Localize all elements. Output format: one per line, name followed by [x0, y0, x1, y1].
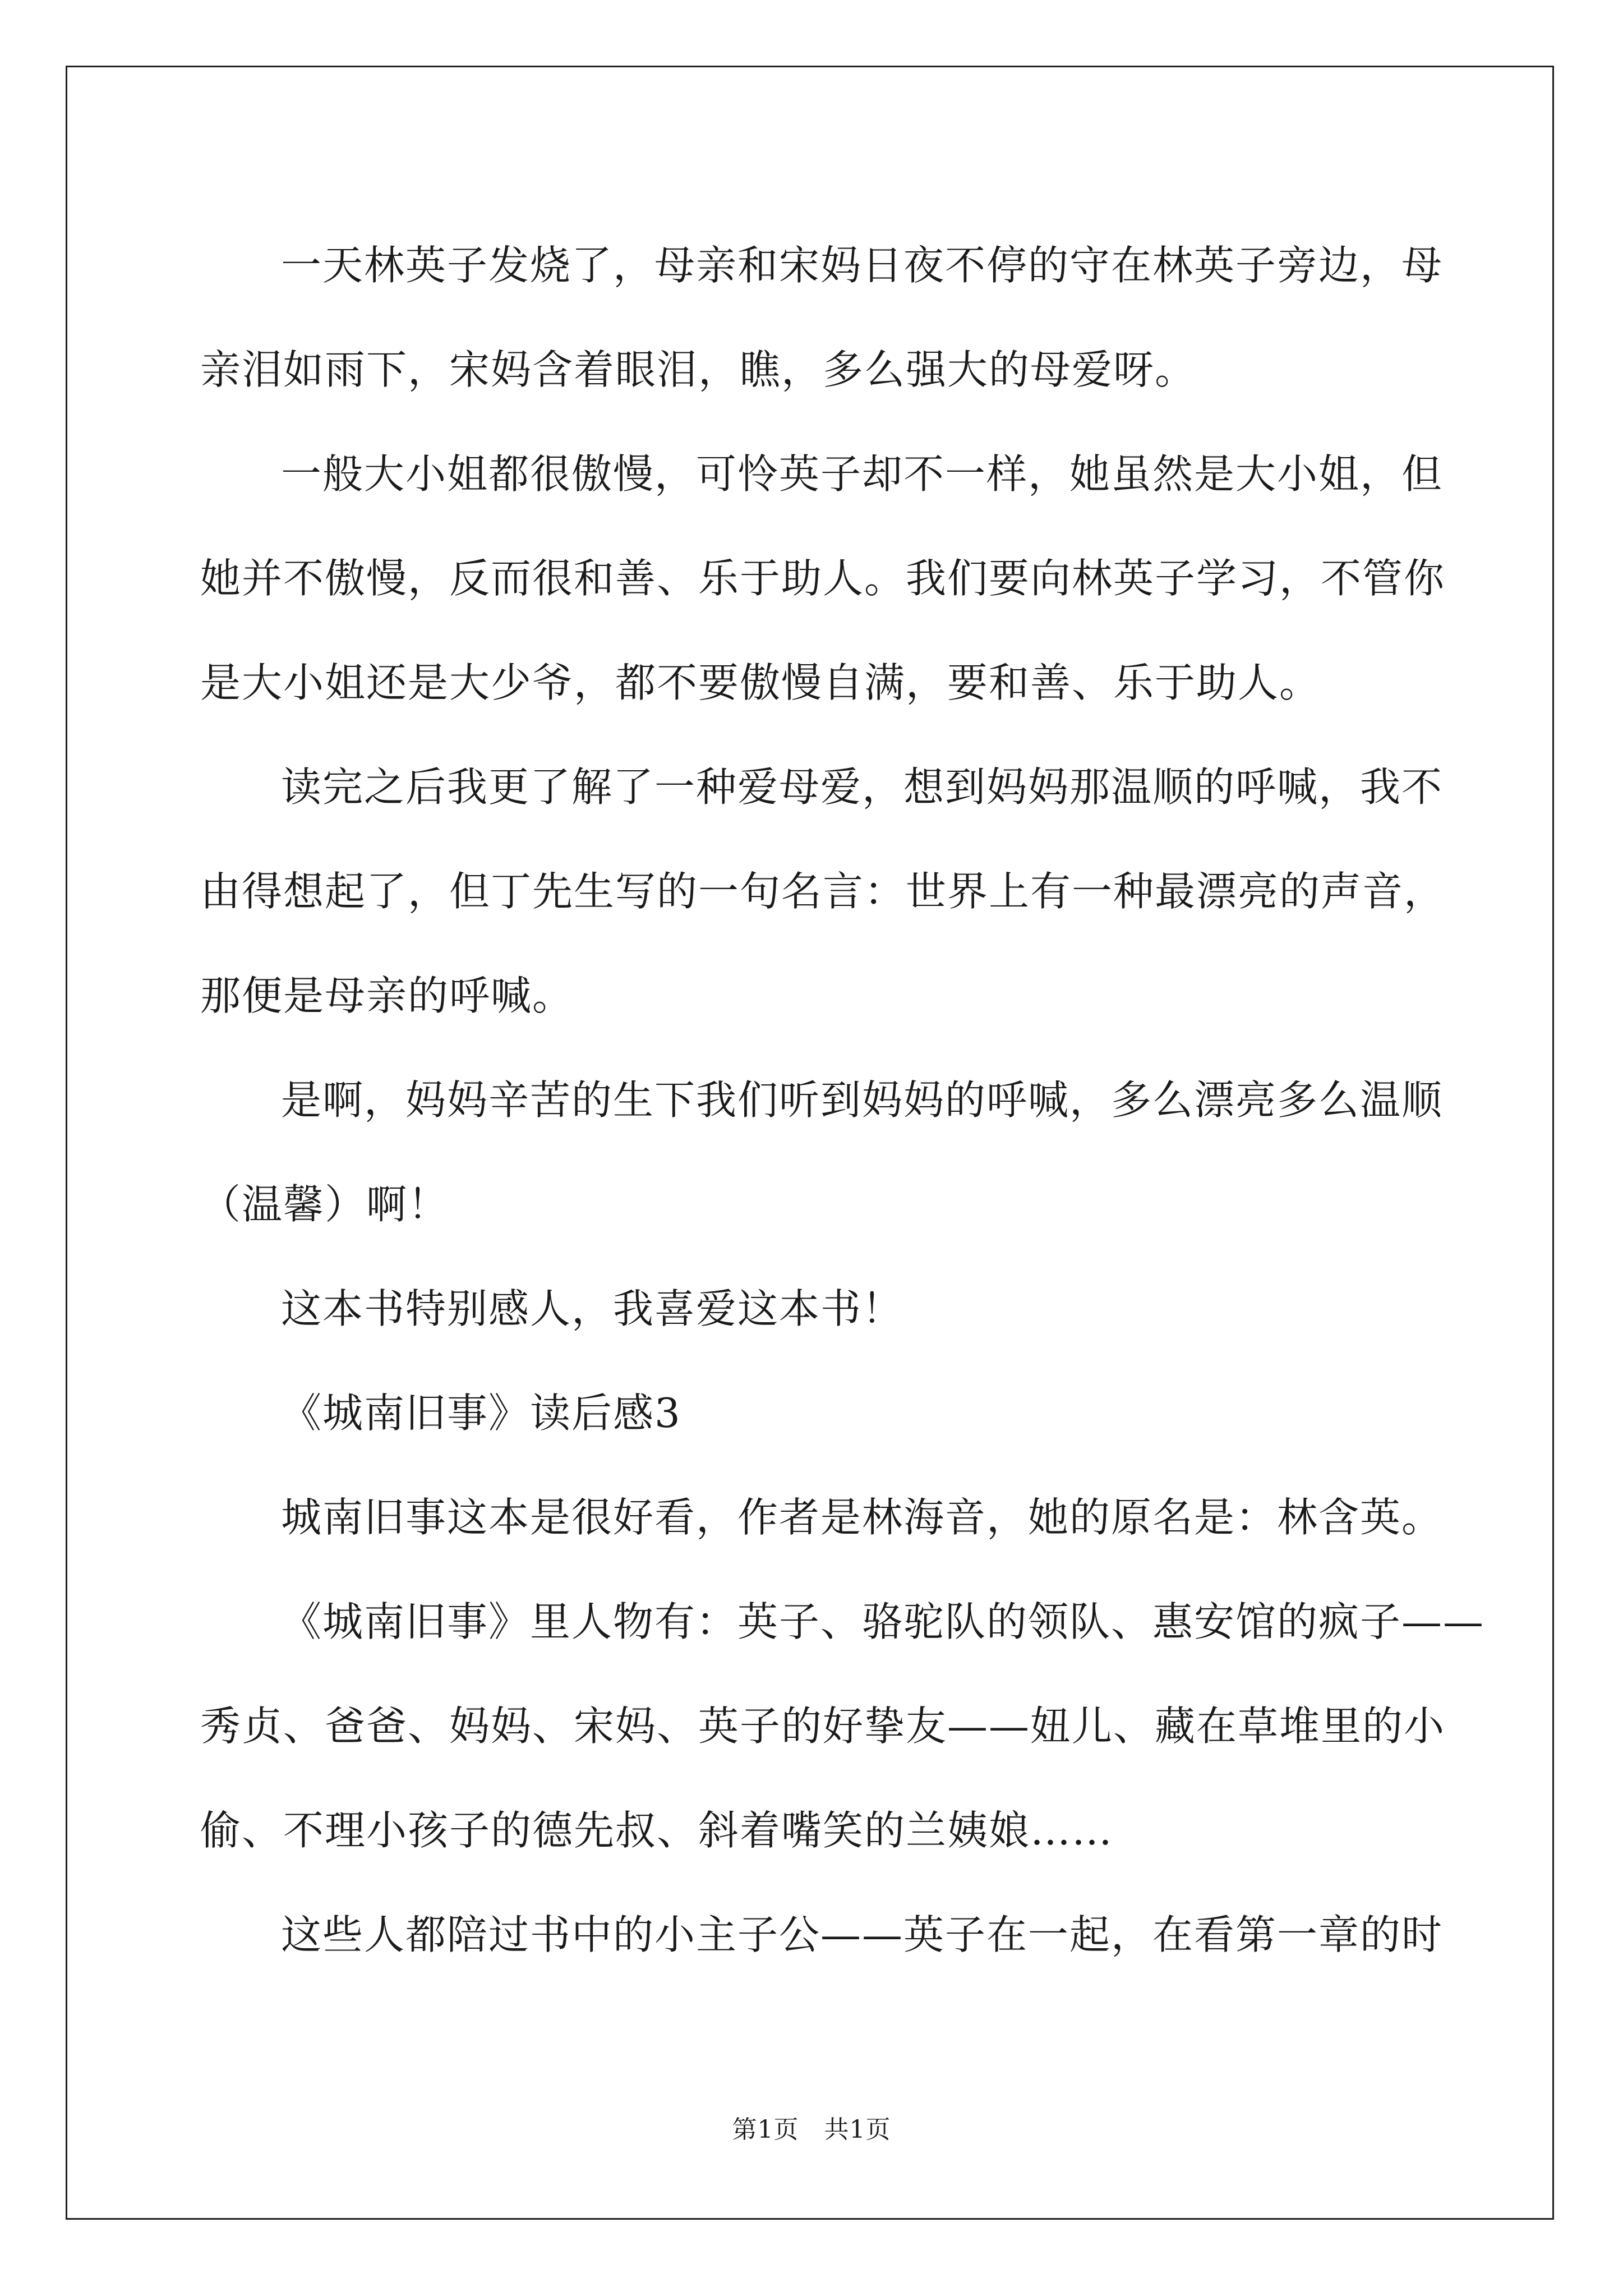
- paragraph-line: 读完之后我更了解了一种爱母爱，想到妈妈那温顺的呼喊，我不: [281, 763, 1444, 811]
- heading-line: 《城南旧事》读后感3: [281, 1389, 681, 1437]
- document-body: [200, 213, 1485, 1987]
- paragraph-line: 秀贞、爸爸、妈妈、宋妈、英子的好挚友——妞儿、藏在草堆里的小: [200, 1703, 1446, 1750]
- paragraph-line: 《城南旧事》里人物有：英子、骆驼队的领队、惠安馆的疯子——: [281, 1598, 1485, 1645]
- paragraph-line: 城南旧事这本是很好看，作者是林海音，她的原名是：林含英。: [281, 1494, 1444, 1541]
- section-heading: [200, 1361, 1423, 1465]
- paragraph-line: 是啊，妈妈辛苦的生下我们听到妈妈的呼喊，多么漂亮多么温顺: [281, 1076, 1444, 1124]
- paragraph-line: 这本书特别感人，我喜爱这本书！: [281, 1285, 904, 1332]
- paragraph-line: 她并不傲慢，反而很和善、乐于助人。我们要向林英子学习，不管你: [200, 555, 1446, 602]
- paragraph-5: [200, 1257, 1423, 1361]
- paragraph-line: 亲泪如雨下，宋妈含着眼泪，瞧，多么强大的母爱呀。: [200, 346, 1197, 393]
- page-footer: 第1页 共1页: [732, 2115, 891, 2144]
- paragraph-line: 一般大小姐都很傲慢，可怜英子却不一样，她虽然是大小姐，但: [281, 450, 1444, 498]
- paragraph-line: 偷、不理小孩子的德先叔、斜着嘴笑的兰姨娘……: [200, 1807, 1114, 1854]
- paragraph-line: 这些人都陪过书中的小主子公——英子在一起，在看第一章的时: [281, 1911, 1444, 1958]
- paragraph-3: [200, 735, 1446, 1048]
- paragraph-line: （温馨）啊！: [200, 1181, 450, 1228]
- paragraph-7: [200, 1465, 1444, 1570]
- paragraph-8: [200, 1570, 1485, 1883]
- paragraph-line: 那便是母亲的呼喊。: [200, 972, 574, 1019]
- paragraph-4: [200, 1048, 1444, 1257]
- paragraph-line: 一天林英子发烧了，母亲和宋妈日夜不停的守在林英子旁边，母: [281, 242, 1444, 289]
- paragraph-line: 由得想起了，但丁先生写的一句名言：世界上有一种最漂亮的声音，: [200, 868, 1446, 915]
- paragraph-1: [200, 213, 1444, 422]
- paragraph-9: [200, 1883, 1444, 1987]
- paragraph-2: [200, 422, 1446, 735]
- paragraph-line: 是大小姐还是大少爷，都不要傲慢自满，要和善、乐于助人。: [200, 659, 1321, 706]
